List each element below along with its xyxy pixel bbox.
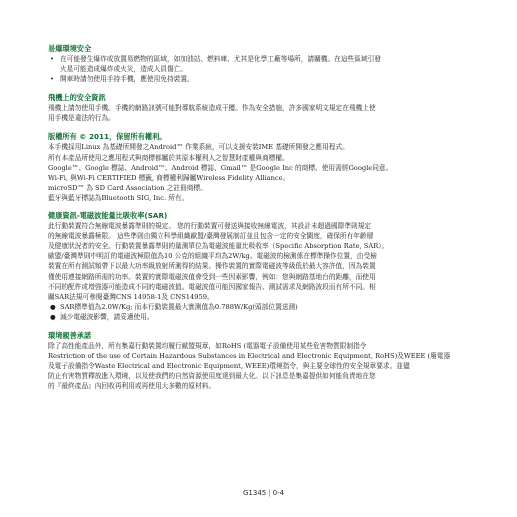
- environment-line: 防止有害物質釋放進入環境，以及使我們的自然資源使用度達到最大化。以下訊息是集嘉提供如何能負責地在您: [48, 372, 376, 381]
- section-environment: [48, 331, 480, 391]
- environment-line: 的『最終產品』內回收再利用或再使用大多數的原材料。: [48, 382, 216, 391]
- explosion-list: [48, 54, 480, 84]
- copyright-line: 藍牙與藍牙標誌為Bluetooth SIG, Inc. 所有。: [48, 193, 189, 202]
- sar-line: 此行動裝置符合無線電波暴露準則的規定。 您的行動裝置可發送與接收無線電波，其設計未超過國際準則規定: [48, 222, 372, 231]
- flight-line: 飛機上請勿使用手機。手機的網路訊號可能對導航系統造成干擾。作為安全措施，許多國家明文規定在飛機上使: [48, 104, 376, 113]
- model-number: G1345: [243, 489, 267, 497]
- explosion-heading: 易爆環境安全: [48, 44, 92, 53]
- sar-line: 裝置在所有測試頻帶下以最大功率級放射所測得的結果。操作裝置的實際電磁波等級低於最大容許值，因為裝置: [48, 262, 376, 271]
- sar-line: 的無線電波暴露極限。 這些準則由獨立科學組織歐盟/臺灣發展制訂並且包含一定的安全閾度，確保所有年齡層: [48, 232, 374, 241]
- copyright-line: Wi-Fi, 與Wi-Fi CERTIFIED 標籤, 商標權利歸屬Wireless Fidelity Alliance。: [48, 173, 290, 182]
- copyright-heading: 版權所有 © 2011，保留所有權利。: [48, 132, 167, 142]
- flight-heading: 飛機上的安全資訊: [48, 93, 106, 103]
- bullet-icon: ●: [50, 312, 56, 321]
- copyright-line: 本手機採用Linux 為基礎所開發之Android™ 作業系統，可以支援安裝IME 基礎所開發之應用程式。: [48, 143, 349, 152]
- environment-heading: 環境親善承諾: [48, 330, 92, 340]
- page-footer: [243, 489, 284, 497]
- footer-divider: |: [268, 489, 271, 497]
- sar-item: ● 減少電磁波影響，請妥適使用。: [50, 312, 154, 321]
- sar-line: 不同的配件或增強器可能造成不同的電磁波值。電磁波值可能因國家報告、測試需求及網路波段而有所不同。相: [48, 282, 376, 291]
- sar-heading: 健康資訊-電磁波能量比吸收率(SAR): [48, 211, 168, 221]
- bullet-icon: •: [50, 55, 54, 63]
- sar-item: ● SAR標準值為2.0W/Kg; 而本行動裝置最大實測值為0.788W/Kg(頭部位置送測): [50, 302, 298, 311]
- copyright-line: 所有本產品所使用之應用程式與商標都屬於其原本權利人之智慧財產權與商標權。: [48, 153, 289, 162]
- page-number: 0-4: [272, 489, 285, 497]
- flight-line: 用手機是違法的行為。: [48, 114, 115, 123]
- bullet-icon: •: [50, 75, 54, 84]
- sar-line: 及健康狀況者的安全。行動裝置暴露準則的量測單位為電磁波能量比吸收率（Specific Absorption Rate, SAR）。: [48, 242, 389, 251]
- sar-line: 歐盟/臺灣準則中明訂的電磁波極限值為10 公克的組織平均為2W/kg。電磁波的檢測係在標準操作位置，由受檢: [48, 252, 377, 261]
- section-explosion: [48, 44, 480, 84]
- document-page: [48, 44, 480, 391]
- environment-line: 除了高性能產品外，所有集嘉行動裝置均履行歐盟規章，如RoHS (電器電子設備使用某些危害物質限制指令: [48, 341, 367, 350]
- sar-line: 關SAR法規可參閱臺灣CNS 14958-1及 CNS14959。: [48, 292, 214, 301]
- section-copyright: [48, 132, 480, 203]
- section-sar: [48, 211, 480, 322]
- bullet-icon: ●: [50, 302, 56, 311]
- section-flight: [48, 93, 480, 123]
- copyright-line: Google™、Google 標誌、Android™、Android 標誌、Gmail™ 是Google Inc 的商標。使用需經Google同意。: [48, 163, 393, 172]
- copyright-line: microSD™ 為 SD Card Association 之註冊商標。: [48, 183, 207, 192]
- explosion-item: • 開車時請勿使用手持手機，應使用免持裝置。: [50, 75, 194, 84]
- sar-line: 僅使用連接網路所需的功率。裝置的實際電磁波值會受到一些因素影響，例如：您與網路基地台的距離，而使用: [48, 272, 376, 281]
- environment-line: 及電子設備指令Waste Electrical and Electronic Equipment, WEEE)環境指令，與主要全球性的安全規章要求。並儘: [48, 362, 410, 371]
- sar-list: [48, 302, 480, 322]
- explosion-item-continuation: 火星可能造成爆炸或火災，造成人員傷亡。: [60, 65, 188, 74]
- environment-line: Restriction of the use of Certain Hazardous Substances in Electrical and Electronic Equipment, RoHS)及WEEE (廢電器: [48, 352, 451, 361]
- explosion-item: • 在可能發生爆炸或放置易燃物的區域，如加油站、燃料庫、尤其是化學工廠等場所，請關機。在這些區域引發: [50, 55, 381, 63]
